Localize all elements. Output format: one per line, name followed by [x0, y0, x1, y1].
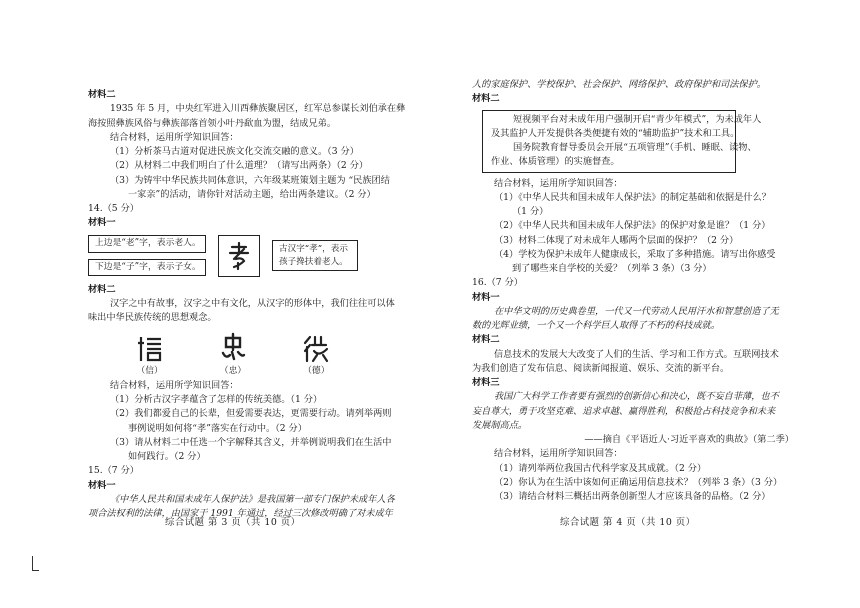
material-heading: 材料一	[472, 291, 500, 303]
char-zhong	[218, 333, 248, 379]
frame-text: 及其监护人开发提供各类便捷有效的“辅助监护”技术和工具。	[491, 127, 740, 139]
char-caption: （德）	[303, 366, 330, 377]
material-text: 人的家庭保护、学校保护、社会保护、网络保护、政府保护和司法保护。	[472, 79, 766, 90]
top-part-box: 上边是“老”字，表示老人。	[88, 235, 206, 253]
material-heading: 材料三	[472, 377, 500, 388]
meaning-box: 古汉字“孝”，表示孩子搀扶着老人。	[272, 240, 358, 271]
material-text: 汉字之中有故事，汉字之中有文化，从汉字的形体中，我们往往可以体	[110, 297, 395, 309]
material-text: 海按照彝族风俗与彝族部落首领小叶丹歃血为盟，结成兄弟。	[88, 117, 337, 129]
material-text: 妄自尊大，勇于攻坚克难、追求卓越、赢得胜利，积极抢占科技竞争和未来	[472, 405, 776, 417]
xin-glyph-icon	[135, 333, 165, 363]
question-header: 14.（5 分）	[88, 203, 139, 214]
material-text: 在中华文明的历史典卷里，一代又一代劳动人民用汗水和智慧创造了无	[494, 305, 779, 317]
question-item: 事例说明如何将“孝”落实在行动中。（2 分）	[128, 422, 307, 434]
material-text: 为我们创造了发布信息、阅读新闻报道、娱乐、交流的新平台。	[472, 362, 730, 374]
zhong-glyph-icon	[218, 333, 248, 363]
material-heading: 材料一	[88, 479, 116, 491]
question-item: （2）你认为在生活中该如何正确运用信息技术？（列举 3 条）（3 分）	[494, 476, 783, 488]
char-de	[301, 333, 331, 379]
question-item: 如何践行。（2 分）	[128, 451, 206, 463]
instruction-text: 结合材料，运用所学知识回答：	[494, 177, 623, 189]
explanation-boxes	[88, 235, 206, 276]
question-item: （3）为铸牢中华民族共同体意识，六年级某班策划主题为 “民族团结	[110, 174, 390, 186]
instruction-text: 结合材料，运用所学知识回答：	[110, 379, 239, 391]
material-text: 1935 年 5 月，中央红军进入川西彝族聚居区，红军总参谋长刘伯承在彝	[110, 103, 406, 115]
question-item: 一家亲”的活动，请你针对活动主题，给出两条建议。（2 分）	[128, 188, 376, 200]
question-header: 16.（7 分）	[472, 277, 523, 289]
question-item: （2）《中华人民共和国未成年人保护法》的保护对象是谁？（1 分）	[494, 220, 771, 232]
bottom-part-box: 下边是“子”字，表示子女。	[88, 259, 206, 277]
material-text: 项合法权利的法律，由国家于 1991 年通过，经过三次修改明确了对未成年	[88, 508, 393, 520]
material-heading: 材料二	[472, 334, 500, 346]
question-header: 15.（7 分）	[88, 465, 139, 477]
page-footer: 综合试题 第 3 页（共 10 页）	[165, 517, 301, 528]
question-item: （3）请从材料二中任选一个字解释其含义，并举例说明我们在生活中	[110, 436, 392, 448]
frame-text: 短视频平台对未成年用户强制开启“青少年模式”，为未成年人	[513, 113, 762, 125]
question-item: （1）分析茶马古道对促进民族文化交流交融的意义。（3 分）	[110, 146, 359, 157]
ancient-characters	[108, 333, 358, 379]
material-heading: 材料二	[88, 283, 116, 295]
ancient-xiao-glyph	[218, 235, 260, 277]
source-citation: ——摘自《平语近人·习近平喜欢的典故》（第二季）	[584, 434, 794, 445]
de-glyph-icon	[301, 333, 331, 363]
question-item: （4）学校为保护未成年人健康成长，采取了多种措施。请写出你感受	[494, 248, 776, 260]
material-text: 《中华人民共和国未成年人保护法》是我国第一部专门保护未成年人各	[110, 493, 395, 505]
question-item: （1）请列举两位我国古代科学家及其成就。（2 分）	[494, 462, 707, 474]
material-text: 味出中华民族传统的思想观念。	[88, 312, 217, 323]
question-item: （1）分析古汉字孝蕴含了怎样的传统美德。（1 分）	[110, 394, 323, 406]
question-item: （2）从材料二中我们明白了什么道理？（请写出两条）（2 分）	[110, 160, 369, 172]
xiao-glyph-icon	[224, 241, 254, 271]
question-item: （3）请结合材料三概括出两条创新型人才应该具备的品格。（2 分）	[494, 491, 771, 502]
char-xin	[135, 333, 165, 379]
material-heading: 材料一	[88, 217, 116, 229]
page-footer: 综合试题 第 4 页（共 10 页）	[560, 517, 696, 528]
question-item: （1 分）	[512, 206, 549, 217]
material-text: 我国广大科学工作者要有强烈的创新信心和决心，既不妄自菲薄，也不	[494, 391, 779, 403]
frame-text: 作业、体质管理）的实施督查。	[491, 156, 620, 168]
frame-text: 国务院教育督导委员会开展“五项管理”（手机、睡眠、读物、	[513, 142, 757, 153]
crop-mark	[32, 556, 39, 571]
question-item: 到了哪些来自学校的关爱？（列举 3 条）（3 分）	[512, 263, 712, 274]
material-text: 信息技术的发展大大改变了人们的生活、学习和工作方式。互联网技术	[494, 348, 779, 360]
material-heading: 材料二	[88, 89, 116, 100]
instruction-text: 结合材料，运用所学知识回答：	[494, 448, 623, 460]
char-caption: （信）	[136, 366, 163, 377]
material-frame	[482, 110, 762, 173]
question-item: （1）《中华人民共和国未成年人保护法》的制定基础和依据是什么？	[494, 191, 771, 203]
material-text: 发展制高点。	[472, 419, 528, 431]
question-item: （2）我们都爱自己的长辈，但爱需要表达，更需要行动。请列举两则	[110, 408, 392, 420]
xiao-character-figure	[88, 235, 416, 277]
material-heading: 材料二	[472, 93, 500, 105]
question-item: （3）材料二体现了对未成年人哪两个层面的保护？（2 分）	[494, 234, 739, 246]
char-caption: （忠）	[219, 366, 247, 377]
material-text: 数的光辉业绩，一个又一个科学巨人取得了不朽的科技成就。	[472, 320, 721, 331]
instruction-text: 结合材料，运用所学知识回答：	[110, 131, 239, 143]
